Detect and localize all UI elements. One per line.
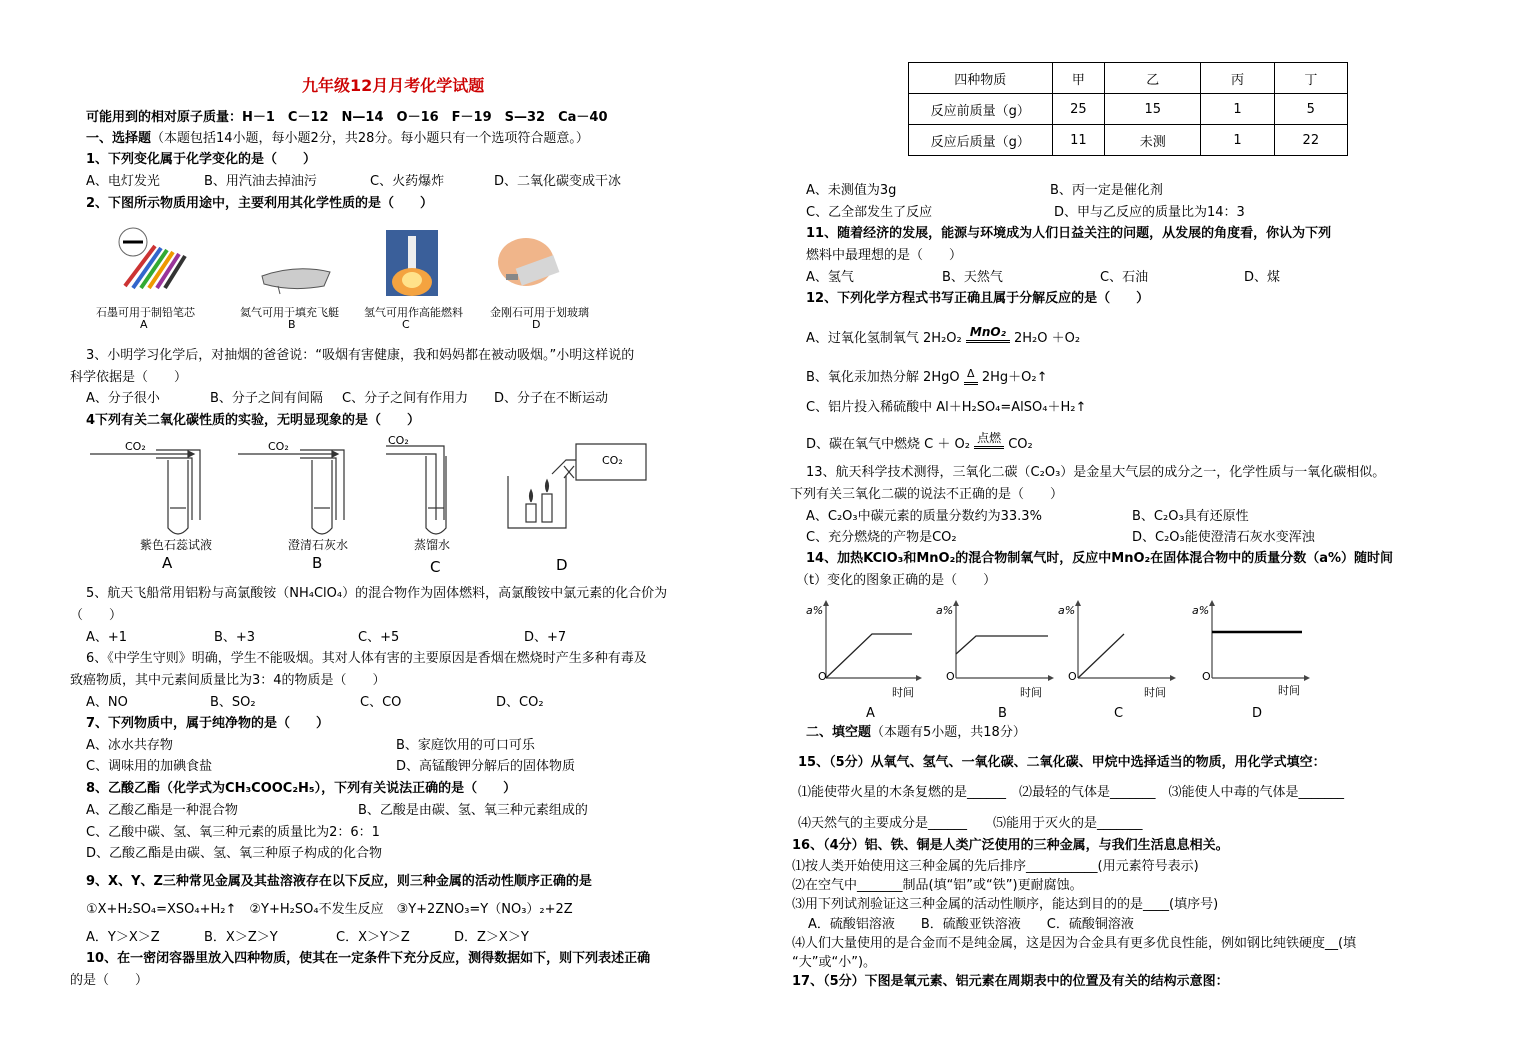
table-cell: 反应前质量（g） <box>909 94 1053 125</box>
q5-stem-1: 5、航天飞船常用铝粉与高氯酸铵（NH₄ClO₄）的混合物作为固体燃料，高氯酸铵中氯元素的化合价为 <box>86 586 668 601</box>
tube-a <box>90 450 200 534</box>
q12-d-reactants: D、碳在氧气中燃烧 C ＋ O₂ <box>806 437 970 452</box>
q3-option-d: D、分子在不断运动 <box>494 391 609 406</box>
q2-caption-a: 石墨可用于制铅笔芯 <box>96 306 195 319</box>
section1-header <box>86 131 589 147</box>
q14-letter-b: B <box>998 706 1007 721</box>
q15-line-2: ⑷天然气的主要成分是______ ⑸能用于灭火的是_______ <box>798 816 1143 831</box>
q12-option-a <box>806 324 1080 347</box>
q14-ylabel-a: a% <box>806 604 824 617</box>
q4-stem: 4下列有关二氧化碳性质的实验，无明显现象的是（ ） <box>86 413 421 428</box>
q1-option-a: A、电灯发光 <box>86 174 160 189</box>
table-header-cell: 甲 <box>1052 63 1105 94</box>
q14-origin-b: O <box>946 670 955 683</box>
table-header-row <box>909 63 1348 94</box>
q14-letter-a: A <box>866 706 875 721</box>
q9-reactions: ①X+H₂SO₄=XSO₄+H₂↑ ②Y+H₂SO₄不发生反应 ③Y+2ZNO₃=Y（NO₃）₂+2Z <box>86 902 573 917</box>
q10-data-table <box>908 62 1348 156</box>
q8-option-c: C、乙酸中碳、氢、氧三种元素的质量比为2：6：1 <box>86 825 380 840</box>
q13-option-d: D、C₂O₃能使澄清石灰水变浑浊 <box>1132 530 1315 545</box>
section1-desc: （本题包括14小题，每小题2分，共28分。每小题只有一个选项符合题意。） <box>151 131 589 146</box>
q11-stem-2: 燃料中最理想的是（ ） <box>806 248 963 263</box>
q9-option-b: B．X＞Z＞Y <box>204 930 278 945</box>
q6-stem-2: 致癌物质，其中元素间质量比为3：4的物质是（ ） <box>70 673 386 688</box>
q2-caption-b: 氦气可用于填充飞艇 <box>240 306 339 319</box>
graph-d <box>1209 600 1310 681</box>
q11-option-c: C、石油 <box>1100 270 1149 285</box>
q13-stem-1: 13、航天科学技术测得，三氧化二碳（C₂O₃）是金星大气层的成分之一，化学性质与一氧化碳相似。 <box>806 465 1386 480</box>
q2-caption-d: 金刚石可用于划玻璃 <box>490 306 589 319</box>
q14-stem-2: （t）变化的图象正确的是（ ） <box>796 573 997 588</box>
q2-letter-c: C <box>402 318 410 331</box>
q13-option-c: C、充分燃烧的产物是CO₂ <box>806 530 957 545</box>
q2-stem: 2、下图所示物质用途中，主要利用其化学性质的是（ ） <box>86 196 434 211</box>
q2-letter-b: B <box>288 318 296 331</box>
q12-d-condition: 点燃 <box>974 430 1004 449</box>
graph-c <box>1075 600 1176 681</box>
table-row <box>909 94 1348 125</box>
q1-option-b: B、用汽油去掉油污 <box>204 174 317 189</box>
q11-stem-1: 11、随着经济的发展，能源与环境成为人们日益关注的问题，从发展的角度看，你认为下列 <box>806 226 1332 241</box>
q8-stem: 8、乙酸乙酯（化学式为CH₃COOC₂H₅），下列有关说法正确的是（ ） <box>86 781 517 796</box>
q5-option-a: A、+1 <box>86 630 128 645</box>
q14-origin-c: O <box>1068 670 1077 683</box>
q16-line-1: ⑴按人类开始使用这三种金属的先后排序___________(用元素符号表示) <box>792 859 1199 874</box>
q6-option-d: D、CO₂ <box>496 695 544 710</box>
table-cell: 反应后质量（g） <box>909 125 1053 156</box>
q7-option-d: D、高锰酸钾分解后的固体物质 <box>396 759 576 774</box>
q14-ylabel-b: a% <box>936 604 954 617</box>
q12-a-condition: MnO₂ <box>966 324 1010 343</box>
graph-a <box>823 600 922 681</box>
q14-origin-d: O <box>1202 670 1211 683</box>
q12-option-b <box>806 366 1048 386</box>
q14-xlabel-a: 时间 <box>892 686 914 699</box>
section1-heading: 一、选择题 <box>86 131 152 146</box>
q6-option-a: A、NO <box>86 695 128 710</box>
q6-option-c: C、CO <box>360 695 402 710</box>
q12-d-products: CO₂ <box>1008 437 1033 452</box>
q4-gas-label-b: CO₂ <box>268 440 289 453</box>
q4-letter-d: D <box>556 556 568 574</box>
q2-letter-d: D <box>532 318 541 331</box>
pencils-image <box>115 226 195 296</box>
q14-origin-a: O <box>818 670 827 683</box>
q12-b-products: 2Hg＋O₂↑ <box>981 370 1048 385</box>
q4-caption-a: 紫色石蕊试液 <box>140 538 213 552</box>
q7-stem: 7、下列物质中，属于纯净物的是（ ） <box>86 716 330 731</box>
table-cell: 15 <box>1105 94 1201 125</box>
q16-line-3: ⑶用下列试剂验证这三种金属的活动性顺序，能达到目的的是____(填序号) <box>792 897 1219 912</box>
table-cell: 1 <box>1201 125 1274 156</box>
q9-stem: 9、X、Y、Z三种常见金属及其盐溶液存在以下反应，则三种金属的活动性顺序正确的是 <box>86 874 592 889</box>
q12-b-reactants: B、氧化汞加热分解 2HgO <box>806 370 960 385</box>
table-row <box>909 125 1348 156</box>
q16-line-4: A．硫酸铝溶液 B．硫酸亚铁溶液 C．硫酸铜溶液 <box>808 917 1134 932</box>
q7-option-b: B、家庭饮用的可口可乐 <box>396 738 535 753</box>
q14-ylabel-c: a% <box>1058 604 1076 617</box>
q4-caption-b: 澄清石灰水 <box>288 538 349 552</box>
section2-heading: 二、填空题 <box>806 725 872 740</box>
q3-stem-2: 科学依据是（ ） <box>70 370 188 385</box>
q2-letter-a: A <box>140 318 148 331</box>
beaker-d <box>508 444 646 528</box>
q10-option-a: A、未测值为3g <box>806 183 897 198</box>
q3-option-b: B、分子之间有间隔 <box>210 391 323 406</box>
q4-caption-c: 蒸馏水 <box>414 538 451 552</box>
q7-option-a: A、冰水共存物 <box>86 738 173 753</box>
q14-xlabel-d: 时间 <box>1278 684 1300 697</box>
q10-option-d: D、甲与乙反应的质量比为14：3 <box>1054 205 1245 220</box>
q15-stem-bold: 化学式 <box>1247 755 1287 770</box>
q3-option-c: C、分子之间有作用力 <box>342 391 469 406</box>
q3-option-a: A、分子很小 <box>86 391 160 406</box>
q4-gas-label-c: CO₂ <box>388 434 409 447</box>
q9-option-a: A．Y＞X＞Z <box>86 930 160 945</box>
q14-letter-d: D <box>1252 706 1263 721</box>
q14-xlabel-c: 时间 <box>1144 686 1166 699</box>
q5-stem-2: （ ） <box>70 608 123 623</box>
tube-b <box>238 450 344 534</box>
q14-letter-c: C <box>1114 706 1124 721</box>
q9-option-d: D．Z＞X＞Y <box>454 930 529 945</box>
q10-option-b: B、丙一定是催化剂 <box>1050 183 1163 198</box>
q12-stem: 12、下列化学方程式书写正确且属于分解反应的是（ ） <box>806 291 1150 306</box>
graph-b <box>953 600 1054 681</box>
q11-option-b: B、天然气 <box>942 270 1003 285</box>
q4-letter-c: C <box>430 558 441 576</box>
table-cell: 25 <box>1052 94 1105 125</box>
q2-caption-c: 氢气可用作高能燃料 <box>364 306 463 319</box>
q14-xlabel-b: 时间 <box>1020 686 1042 699</box>
q15-stem-pre: 15、（5分）从氧气、氢气、一氧化碳、二氧化碳、甲烷中选择适当的物质，用 <box>798 755 1248 770</box>
q11-option-d: D、煤 <box>1244 270 1281 285</box>
q13-option-b: B、C₂O₃具有还原性 <box>1132 509 1249 524</box>
tube-c <box>386 446 446 534</box>
q14-ylabel-d: a% <box>1192 604 1210 617</box>
q10-option-c: C、乙全部发生了反应 <box>806 205 933 220</box>
table-cell: 22 <box>1274 125 1347 156</box>
table-header-cell: 丁 <box>1274 63 1347 94</box>
q8-option-d: D、乙酸乙酯是由碳、氢、氧三种原子构成的化合物 <box>86 846 383 861</box>
q16-line-6: “大”或“小”)。 <box>792 955 877 970</box>
q11-option-a: A、氢气 <box>806 270 854 285</box>
q14-stem-1: 14、加热KClO₃和MnO₂的混合物制氧气时，反应中MnO₂在固体混合物中的质量分数（a%）随时间 <box>806 551 1393 566</box>
q15-stem <box>798 755 1326 771</box>
q7-option-c: C、调味用的加碘食盐 <box>86 759 213 774</box>
table-cell: 5 <box>1274 94 1347 125</box>
rocket-launch-image <box>386 230 438 296</box>
q10-stem-2: 的是（ ） <box>70 973 149 988</box>
q16-line-5: ⑷人们大量使用的是合金而不是纯金属，这是因为合金具有更多优良性能，例如钢比纯铁硬度__(填 <box>792 936 1357 951</box>
q12-option-d <box>806 430 1033 453</box>
q6-option-b: B、SO₂ <box>210 695 256 710</box>
q9-option-c: C．X＞Y＞Z <box>336 930 410 945</box>
table-cell: 未测 <box>1105 125 1201 156</box>
q17-stem: 17、（5分）下图是氧元素、铝元素在周期表中的位置及有关的结构示意图： <box>792 974 1229 989</box>
glass-cutter-image <box>496 232 560 296</box>
q12-option-c: C、铝片投入稀硫酸中 Al＋H₂SO₄=AlSO₄＋H₂↑ <box>806 400 1087 415</box>
q15-line-1: ⑴能使带火星的木条复燃的是______ ⑵最轻的气体是_______ ⑶能使人中毒的气体是_______ <box>798 785 1345 800</box>
q5-option-b: B、+3 <box>214 630 256 645</box>
q1-option-d: D、二氧化碳变成干冰 <box>494 174 622 189</box>
q13-option-a: A、C₂O₃中碳元素的质量分数约为33.3% <box>806 509 1042 524</box>
q4-letter-a: A <box>162 554 173 572</box>
atomic-masses: 可能用到的相对原子质量：H－1 C－12 N—14 O－16 F－19 S—32 Ca－40 <box>86 110 608 125</box>
q12-a-reactants: A、过氧化氢制氧气 2H₂O₂ <box>806 331 962 346</box>
table-header-cell: 四种物质 <box>909 63 1053 94</box>
table-header-cell: 丙 <box>1201 63 1274 94</box>
q4-gas-label-d: CO₂ <box>602 454 623 467</box>
q4-gas-label-a: CO₂ <box>125 440 146 453</box>
q10-stem-1: 10、在一密闭容器里放入四种物质，使其在一定条件下充分反应，测得数据如下，则下列表述正确 <box>86 951 651 966</box>
co2-experiment-diagram <box>90 436 690 536</box>
q3-stem-1: 3、小明学习化学后，对抽烟的爸爸说：“吸烟有害健康，我和妈妈都在被动吸烟。”小明这样说的 <box>86 348 635 363</box>
section2-desc: （本题有5小题，共18分） <box>871 725 1026 740</box>
q5-option-d: D、+7 <box>524 630 567 645</box>
q15-stem-post: 填空： <box>1286 755 1326 770</box>
page-title: 九年级12月月考化学试题 <box>302 76 485 95</box>
q16-line-2: ⑵在空气中_______制品(填“铝”或“铁”)更耐腐蚀。 <box>792 878 1083 893</box>
table-cell: 11 <box>1052 125 1105 156</box>
airship-image <box>258 262 334 298</box>
table-cell: 1 <box>1201 94 1274 125</box>
q4-letter-b: B <box>312 554 323 572</box>
section2-header <box>806 725 1026 741</box>
q16-stem: 16、（4分）铝、铁、铜是人类广泛使用的三种金属，与我们生活息息相关。 <box>792 838 1229 853</box>
q12-a-products: 2H₂O ＋O₂ <box>1014 331 1081 346</box>
table-header-cell: 乙 <box>1105 63 1201 94</box>
q8-option-a: A、乙酸乙酯是一种混合物 <box>86 803 238 818</box>
q12-b-condition: Δ <box>964 366 978 385</box>
q1-option-c: C、火药爆炸 <box>370 174 445 189</box>
q8-option-b: B、乙酸是由碳、氢、氧三种元素组成的 <box>358 803 588 818</box>
q6-stem-1: 6、《中学生守则》明确，学生不能吸烟。其对人体有害的主要原因是香烟在燃烧时产生多种有毒及 <box>86 651 647 666</box>
q13-stem-2: 下列有关三氧化二碳的说法不正确的是（ ） <box>790 487 1064 502</box>
q1-stem: 1、下列变化属于化学变化的是（ ） <box>86 152 317 167</box>
q5-option-c: C、+5 <box>358 630 400 645</box>
